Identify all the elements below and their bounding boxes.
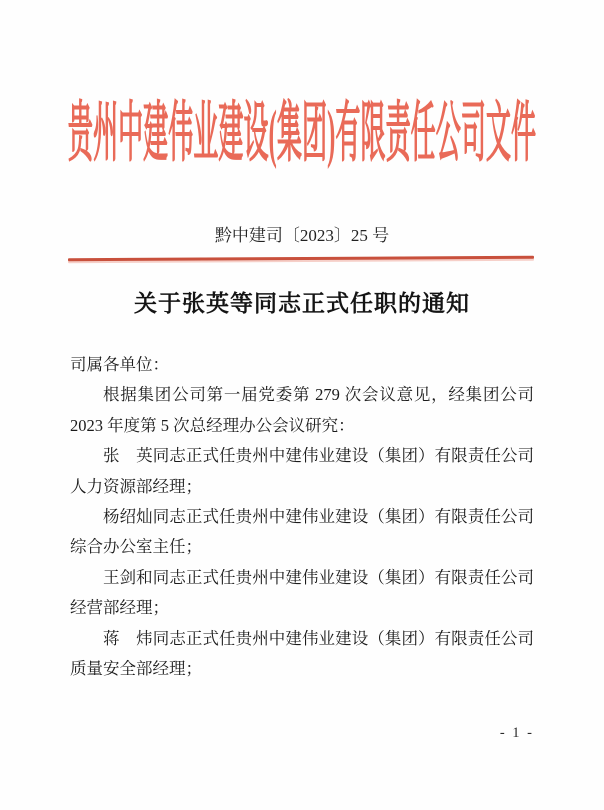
body-paragraph: 蒋 炜同志正式任贵州中建伟业建设（集团）有限责任公司质量安全部经理； [70, 628, 534, 679]
document-title: 关于张英等同志正式任职的通知 [134, 291, 470, 316]
red-divider-line [68, 256, 534, 261]
document-body [70, 350, 534, 684]
salutation: 司属各单位： [70, 355, 169, 374]
page-number: - 1 - [499, 725, 534, 741]
body-paragraph: 王剑和同志正式任贵州中建伟业建设（集团）有限责任公司经营部经理； [70, 567, 534, 618]
body-paragraph: 张 英同志正式任贵州中建伟业建设（集团）有限责任公司人力资源部经理； [70, 446, 534, 496]
letterhead-banner [0, 96, 604, 172]
body-paragraph: 根据集团公司第一届党委第 279 次会议意见，经集团公司 2023 年度第 5 次总经理办公会议研究： [70, 385, 534, 435]
document-number: 黔中建司〔2023〕25 号 [214, 226, 390, 245]
body-paragraph: 杨绍灿同志正式任贵州中建伟业建设（集团）有限责任公司综合办公室主任； [70, 507, 534, 557]
letterhead-title: 贵州中建伟业建设(集团)有限责任公司文件 [67, 97, 537, 170]
